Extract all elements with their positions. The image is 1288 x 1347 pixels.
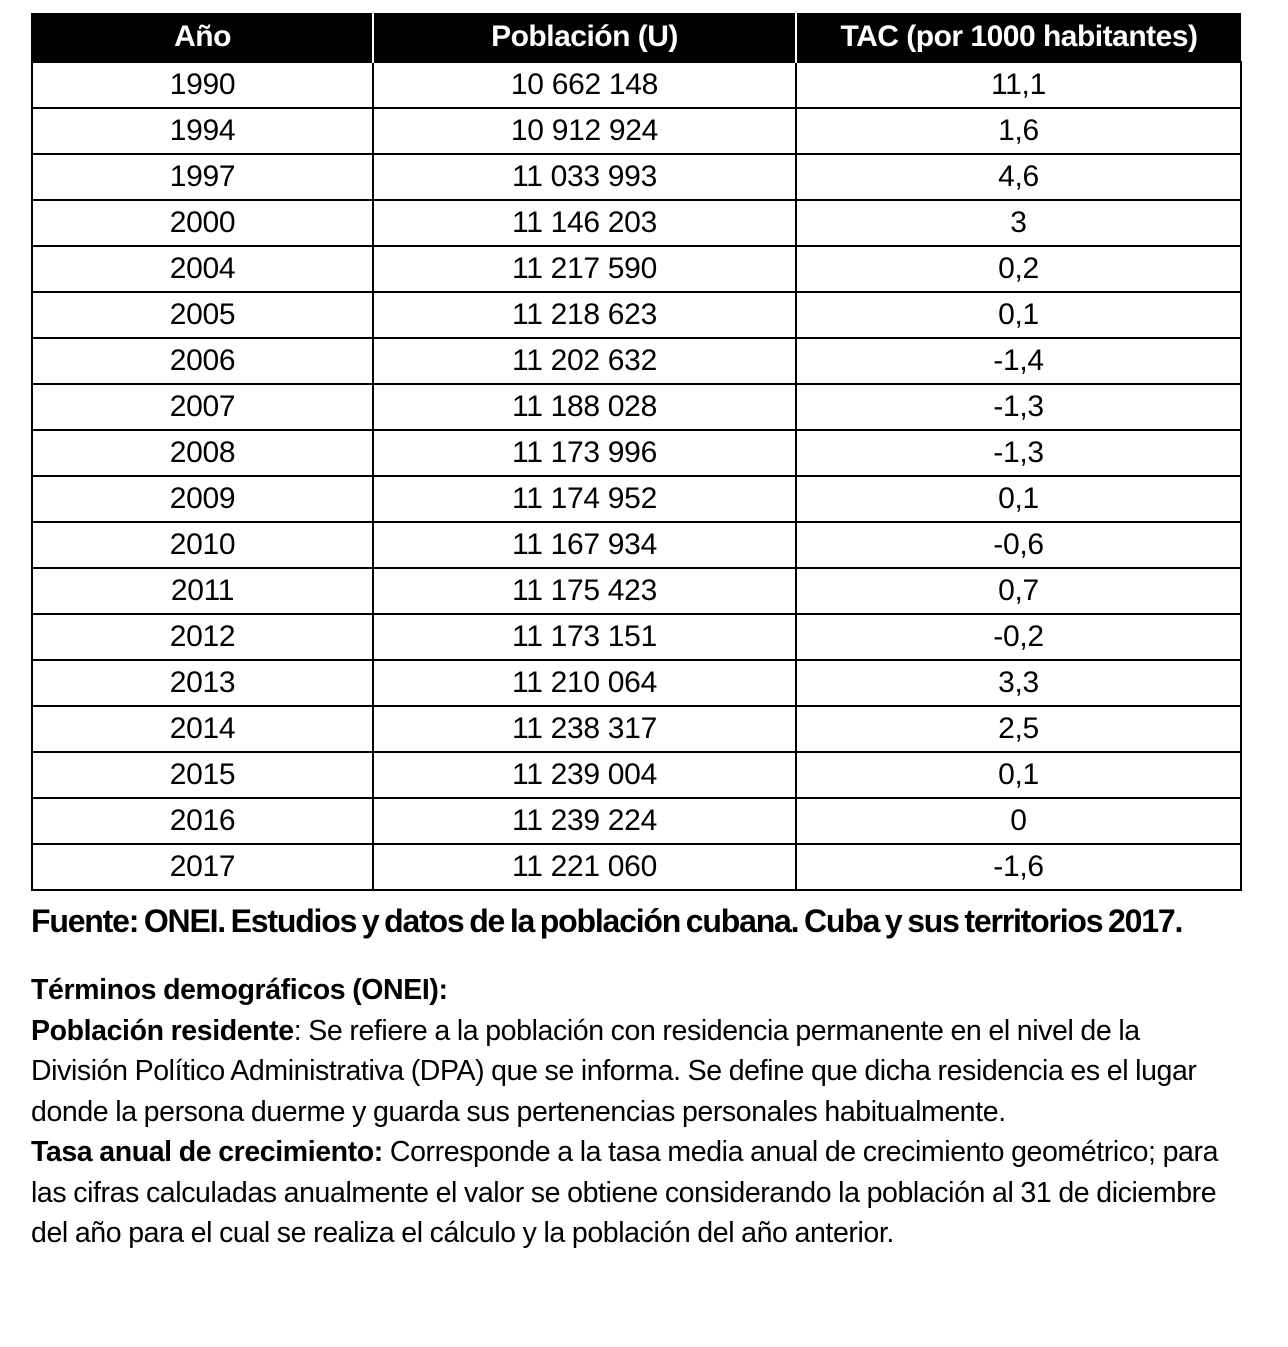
cell-population: 10 662 148 [373, 62, 796, 108]
term-name: Tasa anual de crecimiento: [31, 1136, 383, 1168]
table-row [32, 706, 1241, 752]
cell-growth-rate: 4,6 [796, 154, 1241, 200]
cell-growth-rate: -1,3 [796, 430, 1241, 476]
cell-population: 11 218 623 [373, 292, 796, 338]
cell-population: 11 217 590 [373, 246, 796, 292]
cell-population: 11 210 064 [373, 660, 796, 706]
cell-growth-rate: 0,1 [796, 292, 1241, 338]
cell-year: 1990 [32, 62, 373, 108]
table-row [32, 522, 1241, 568]
table-row [32, 246, 1241, 292]
cell-year: 2009 [32, 476, 373, 522]
table-row [32, 660, 1241, 706]
cell-growth-rate: 0,7 [796, 568, 1241, 614]
cell-population: 11 173 996 [373, 430, 796, 476]
table-body [32, 62, 1241, 890]
document-page [31, 13, 1240, 1254]
term-separator: : [293, 1014, 302, 1047]
cell-population: 11 221 060 [373, 844, 796, 890]
cell-year: 2006 [32, 338, 373, 384]
cell-year: 2017 [32, 844, 373, 890]
cell-growth-rate: 11,1 [796, 62, 1241, 108]
cell-growth-rate: -0,2 [796, 614, 1241, 660]
cell-population: 11 238 317 [373, 706, 796, 752]
term-text: Corresponde a la tasa media anual de crecimiento geométrico; para las cifras calculadas anualmente el valor se obtiene considerando la población al 31 de diciembre del año para el cual se realiza el cálculo y la población del año anterior. [31, 1136, 1219, 1249]
cell-growth-rate: 0 [796, 798, 1241, 844]
table-row [32, 568, 1241, 614]
cell-growth-rate: 3 [796, 200, 1241, 246]
cell-year: 2015 [32, 752, 373, 798]
table-row [32, 338, 1241, 384]
term-name: Población residente [31, 1014, 294, 1047]
cell-year: 2004 [32, 246, 373, 292]
cell-growth-rate: 1,6 [796, 108, 1241, 154]
term-text: Se refiere a la población con residencia permanente en el nivel de la División Político Administrativa (DPA) que se informa. Se define que dicha residencia es el lugar donde la persona duerme y guarda sus pertenencias personales habitualmente. [31, 1014, 1197, 1128]
table-header-row [32, 13, 1241, 62]
cell-population: 10 912 924 [373, 108, 796, 154]
table-row [32, 798, 1241, 844]
cell-growth-rate: 0,1 [796, 752, 1241, 798]
table-row [32, 752, 1241, 798]
table-row [32, 430, 1241, 476]
cell-growth-rate: 0,2 [796, 246, 1241, 292]
cell-population: 11 239 004 [373, 752, 796, 798]
header-population: Población (U) [373, 13, 796, 62]
cell-population: 11 174 952 [373, 476, 796, 522]
cell-year: 2016 [32, 798, 373, 844]
table-row [32, 614, 1241, 660]
table-row [32, 200, 1241, 246]
table-row [32, 476, 1241, 522]
cell-year: 1997 [32, 154, 373, 200]
demographic-terms [31, 970, 1240, 1254]
header-growth-rate: TAC (por 1000 habitantes) [796, 13, 1241, 62]
terms-heading: Términos demográficos (ONEI): [31, 974, 448, 1006]
cell-growth-rate: -1,6 [796, 844, 1241, 890]
cell-population: 11 033 993 [373, 154, 796, 200]
cell-population: 11 175 423 [373, 568, 796, 614]
cell-year: 2014 [32, 706, 373, 752]
cell-year: 2008 [32, 430, 373, 476]
cell-population: 11 188 028 [373, 384, 796, 430]
cell-population: 11 173 151 [373, 614, 796, 660]
cell-year: 2005 [32, 292, 373, 338]
cell-year: 2011 [32, 568, 373, 614]
population-table [31, 13, 1242, 891]
cell-population: 11 239 224 [373, 798, 796, 844]
table-row [32, 108, 1241, 154]
table-row [32, 844, 1241, 890]
cell-year: 2000 [32, 200, 373, 246]
cell-population: 11 146 203 [373, 200, 796, 246]
cell-growth-rate: -1,3 [796, 384, 1241, 430]
cell-year: 2010 [32, 522, 373, 568]
cell-growth-rate: -0,6 [796, 522, 1241, 568]
cell-growth-rate: -1,4 [796, 338, 1241, 384]
table-row [32, 154, 1241, 200]
table-row [32, 292, 1241, 338]
term-definition [31, 1011, 1240, 1133]
cell-population: 11 167 934 [373, 522, 796, 568]
header-year: Año [32, 13, 373, 62]
cell-year: 2013 [32, 660, 373, 706]
table-row [32, 62, 1241, 108]
cell-year: 2007 [32, 384, 373, 430]
source-note: Fuente: ONEI. Estudios y datos de la población cubana. Cuba y sus territorios 2017. [31, 903, 1183, 939]
cell-year: 2012 [32, 614, 373, 660]
table-row [32, 384, 1241, 430]
cell-population: 11 202 632 [373, 338, 796, 384]
cell-growth-rate: 2,5 [796, 706, 1241, 752]
cell-growth-rate: 0,1 [796, 476, 1241, 522]
term-definition [31, 1132, 1240, 1254]
cell-growth-rate: 3,3 [796, 660, 1241, 706]
cell-year: 1994 [32, 108, 373, 154]
